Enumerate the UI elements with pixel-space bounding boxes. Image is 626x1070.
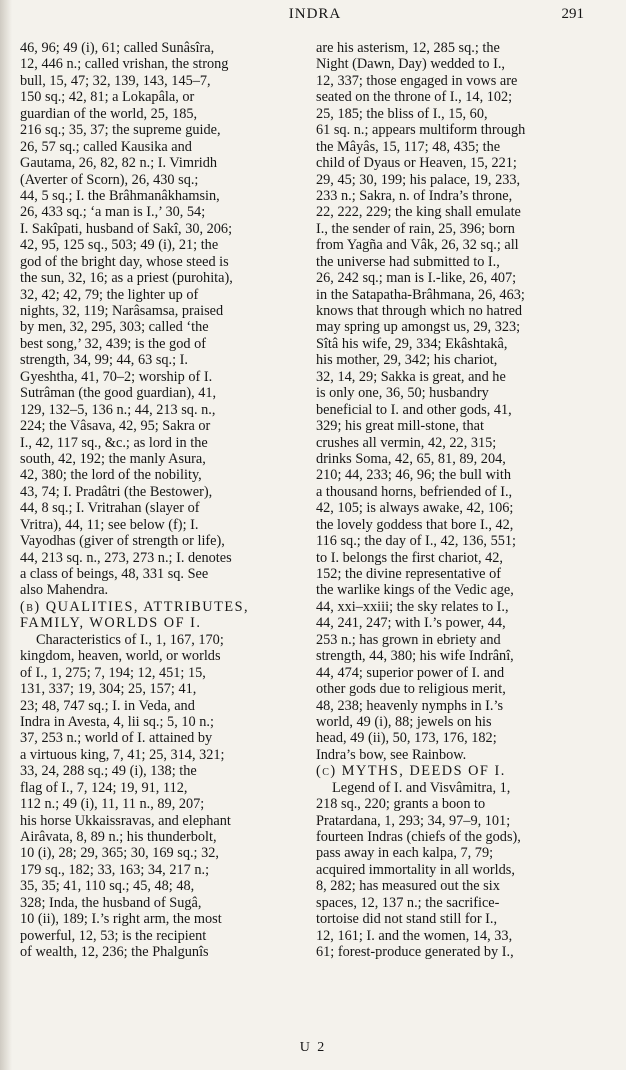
section-heading: (b) QUALITIES, ATTRIBUTES, [20, 598, 250, 615]
index-line: seated on the throne of I., 14, 102; [316, 89, 513, 106]
index-line: a virtuous king, 7, 41; 25, 314, 321; [20, 746, 225, 763]
index-line: god of the bright day, whose steed is [20, 253, 229, 270]
index-line: the sun, 32, 16; as a priest (purohita), [20, 270, 233, 287]
index-line: 42, 105; is always awake, 42, 106; [316, 500, 514, 517]
index-line: 29, 45; 30, 199; his palace, 19, 233, [316, 171, 521, 188]
index-line: Pratardana, 1, 293; 34, 97–9, 101; [316, 812, 511, 829]
index-line: in the Satapatha-Brâhmana, 26, 463; [316, 286, 525, 303]
index-line: 37, 253 n.; world of I. attained by [20, 730, 213, 747]
index-line: spaces, 12, 137 n.; the sacrifice- [316, 894, 500, 911]
index-line: 44, 8 sq.; I. Vritrahan (slayer of [20, 500, 200, 517]
index-line: 33, 24, 288 sq.; 49 (i), 138; the [20, 763, 197, 780]
index-line: 10 (i), 28; 29, 365; 30, 169 sq.; 32, [20, 845, 219, 862]
index-line: tortoise did not stand still for I., [316, 911, 498, 928]
index-line: Vritra), 44, 11; see below (f); I. [20, 516, 199, 533]
index-line: knows that through which no hatred [316, 303, 523, 319]
index-line: acquired immortality in all worlds, [316, 861, 515, 878]
index-line: Airâvata, 8, 89 n.; his thunderbolt, [20, 829, 217, 845]
index-line: 12, 337; those engaged in vows are [316, 72, 518, 89]
left-column [20, 40, 296, 961]
index-line: bull, 15, 47; 32, 139, 143, 145–7, [20, 72, 211, 89]
index-line: I., 42, 117 sq., &c.; as lord in the [20, 434, 208, 451]
index-line: 46, 96; 49 (i), 61; called Sunâsîra, [20, 40, 215, 56]
index-line: beneficial to I. and other gods, 41, [316, 401, 512, 418]
index-line: 44, 241, 247; with I.’s power, 44, [316, 615, 506, 632]
index-line: 112 n.; 49 (i), 11, 11 n., 89, 207; [20, 796, 205, 813]
page-header [20, 6, 610, 28]
index-line: 179 sq., 182; 33, 163; 34, 217 n.; [20, 861, 210, 878]
index-line: crushes all vermin, 42, 22, 315; [316, 434, 497, 451]
index-line: 26, 57 sq.; called Kausika and [20, 138, 192, 155]
index-line: Sîtâ his wife, 29, 334; Ekâshtakâ, [316, 335, 508, 352]
index-line: pass away in each kalpa, 7, 79; [316, 845, 494, 862]
index-line: 150 sq.; 42, 81; a Lokapâla, or [20, 89, 195, 106]
index-line: 42, 380; the lord of the nobility, [20, 467, 202, 484]
index-line: world, 49 (i), 88; jewels on his [316, 713, 492, 730]
right-column [316, 40, 592, 961]
index-line: 35, 35; 41, 110 sq.; 45, 48; 48, [20, 878, 195, 895]
index-line: 26, 242 sq.; man is I.-like, 26, 407; [316, 270, 517, 287]
index-line: 23; 48, 747 sq.; I. in Veda, and [20, 697, 195, 714]
index-line: kingdom, heaven, world, or worlds [20, 648, 221, 665]
index-line: strength, 34, 99; 44, 63 sq.; I. [20, 352, 188, 369]
index-line: may spring up amongst us, 29, 323; [316, 319, 521, 336]
index-line: Gyeshtha, 41, 70–2; worship of I. [20, 368, 213, 385]
index-line: powerful, 12, 53; is the recipient [20, 927, 207, 944]
index-line: flag of I., 7, 124; 19, 91, 112, [20, 779, 188, 796]
index-line: 216 sq.; 35, 37; the supreme guide, [20, 122, 221, 139]
index-line: the Mâyâs, 15, 117; 48, 435; the [316, 138, 501, 155]
index-line: 328; Inda, the husband of Sugâ, [20, 894, 202, 911]
index-line: of I., 1, 275; 7, 194; 12, 451; 15, [20, 664, 206, 681]
index-line: 253 n.; has grown in ebriety and [316, 631, 501, 648]
index-line: 10 (ii), 189; I.’s right arm, the most [20, 911, 222, 928]
index-line: 329; his great mill-stone, that [316, 418, 484, 435]
page-gutter-shadow [0, 0, 12, 1070]
index-line: the warlike kings of the Vedic age, [316, 582, 514, 599]
index-line: 43, 74; I. Pradâtri (the Bestower), [20, 483, 213, 500]
index-line: guardian of the world, 25, 185, [20, 105, 198, 122]
index-line: 44, 474; superior power of I. and [316, 664, 505, 681]
index-line: of wealth, 12, 236; the Phalgunîs [20, 944, 209, 961]
index-line: 44, 5 sq.; I. the Brâhmanâkhamsin, [20, 187, 220, 204]
index-line: I. Sakîpati, husband of Sakî, 30, 206; [20, 220, 233, 237]
index-line: 12, 161; I. and the women, 14, 33, [316, 927, 513, 944]
index-line: 152; the divine representative of [316, 566, 502, 582]
index-line: Sutrâman (the good guardian), 41, [20, 385, 217, 402]
index-line: 32, 42; 42, 79; the lighter up of [20, 286, 199, 303]
index-line: nights, 32, 119; Narâsamsa, praised [20, 303, 224, 319]
index-line: 129, 132–5, 136 n.; 44, 213 sq. n., [20, 401, 216, 418]
index-line: best song,’ 32, 439; is the god of [20, 335, 206, 352]
index-line: a class of beings, 48, 331 sq. See [20, 566, 209, 582]
running-head: INDRA [288, 6, 342, 22]
index-line: 44, 213 sq. n., 273, 273 n.; I. denotes [20, 549, 232, 566]
index-line: Characteristics of I., 1, 167, 170; [36, 631, 224, 648]
index-line: 25, 185; the bliss of I., 15, 60, [316, 105, 488, 122]
index-line: 61 sq. n.; appears multiform through [316, 122, 526, 139]
section-heading: FAMILY, WORLDS OF I. [20, 615, 202, 632]
index-line: Vayodhas (giver of strength or life), [20, 533, 225, 550]
index-line: Gautama, 26, 82, 82 n.; I. Vimridh [20, 155, 218, 172]
index-line: Night (Dawn, Day) wedded to I., [316, 56, 505, 73]
index-line: strength, 44, 380; his wife Indrânî, [316, 648, 514, 665]
index-line: Legend of I. and Visvâmitra, 1, [332, 779, 511, 796]
index-line: the universe had submitted to I., [316, 253, 500, 270]
index-line: is only one, 36, 50; husbandry [316, 385, 489, 402]
index-line: also Mahendra. [20, 582, 109, 599]
index-line: by men, 32, 295, 303; called ‘the [20, 319, 209, 336]
index-line: 8, 282; has measured out the six [316, 878, 500, 895]
index-line: 218 sq., 220; grants a boon to [316, 796, 486, 813]
index-line: 44, xxi–xxiii; the sky relates to I., [316, 598, 509, 615]
index-line: from Yagña and Vâk, 26, 32 sq.; all [316, 237, 519, 254]
index-line: the lovely goddess that bore I., 42, [316, 516, 514, 533]
index-line: 22, 222, 229; the king shall emulate [316, 204, 521, 221]
index-line: 210; 44, 233; 46, 96; the bull with [316, 467, 511, 484]
index-line: 12, 446 n.; called vrishan, the strong [20, 56, 229, 73]
index-line: 48, 238; heavenly nymphs in I.’s [316, 697, 504, 714]
index-line: I., the sender of rain, 25, 396; born [316, 220, 515, 237]
index-line: a thousand horns, befriended of I., [316, 483, 513, 500]
index-line: drinks Soma, 42, 65, 81, 89, 204, [316, 450, 506, 467]
index-line: child of Dyaus or Heaven, 15, 221; [316, 155, 517, 172]
page-number: 291 [561, 6, 584, 22]
signature-mark: U 2 [299, 1040, 327, 1055]
index-line: his mother, 29, 342; his chariot, [316, 352, 498, 369]
index-line: head, 49 (ii), 50, 173, 176, 182; [316, 730, 497, 747]
index-line: Indra’s bow, see Rainbow. [316, 746, 467, 763]
index-line: Indra in Avesta, 4, lii sq.; 5, 10 n.; [20, 713, 214, 730]
index-line: his horse Ukkaissravas, and elephant [20, 812, 231, 829]
index-line: 116 sq.; the day of I., 42, 136, 551; [316, 533, 517, 550]
index-line: 233 n.; Sakra, n. of Indra’s throne, [316, 187, 513, 204]
index-line: to I. belongs the first chariot, 42, [316, 549, 504, 566]
index-line: (Averter of Scorn), 26, 430 sq.; [20, 171, 199, 188]
index-line: 26, 433 sq.; ‘a man is I.,’ 30, 54; [20, 204, 206, 221]
index-line: 32, 14, 29; Sakka is great, and he [316, 368, 506, 385]
index-line: 131, 337; 19, 304; 25, 157; 41, [20, 681, 197, 698]
index-line: are his asterism, 12, 285 sq.; the [316, 40, 500, 56]
index-line: 42, 95, 125 sq., 503; 49 (i), 21; the [20, 237, 219, 254]
section-heading: (c) MYTHS, DEEDS OF I. [316, 763, 506, 780]
index-line: fourteen Indras (chiefs of the gods), [316, 829, 521, 845]
index-line: south, 42, 192; the manly Asura, [20, 450, 206, 467]
index-line: 61; forest-produce generated by I., [316, 944, 514, 961]
index-line: other gods due to religious merit, [316, 681, 506, 698]
index-line: 224; the Vâsava, 42, 95; Sakra or [20, 418, 211, 435]
